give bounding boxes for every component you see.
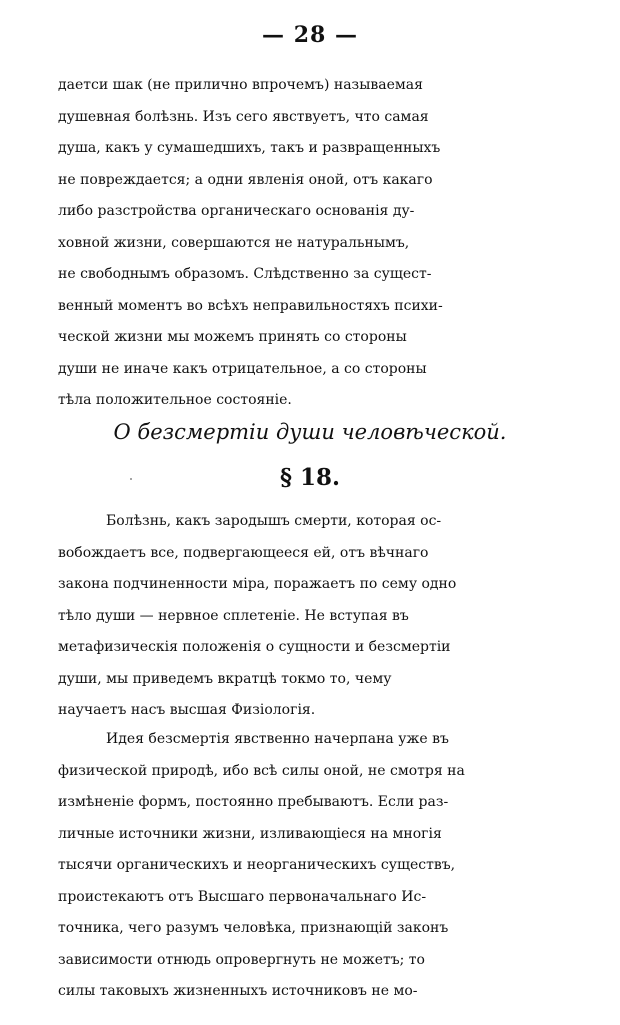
text-line: даетси шак (не прилично впрочемъ) называемая: [58, 77, 423, 93]
text-line: Идея безсмертія явственно начерпана уже въ: [106, 731, 449, 747]
text-line: измѣненіе формъ, постоянно пребываютъ. Если раз-: [58, 794, 449, 810]
section-mark: § 18.: [279, 464, 341, 491]
text-line: тѣло души — нервное сплетеніе. Не вступая въ: [58, 607, 409, 624]
text-line: венный моментъ во всѣхъ неправильностяхъ психи-: [58, 297, 443, 314]
text-line: душевная болѣзнь. Изъ сего явствуетъ, что самая: [58, 108, 429, 125]
text-line: Болѣзнь, какъ зародышъ смерти, которая ос-: [106, 513, 442, 529]
text-line: силы таковыхъ жизненныхъ источниковъ не мо-: [58, 983, 418, 999]
paragraph-1: [58, 70, 620, 417]
text-line: не свободнымъ образомъ. Слѣдственно за сущест-: [58, 266, 432, 282]
text-line: личные источники жизни, изливающіеся на многія: [58, 825, 442, 842]
text-line: ческой жизни мы можемъ принять со стороны: [58, 329, 407, 345]
text-line: душа, какъ у сумашедшихъ, такъ и развращенныхъ: [58, 140, 441, 156]
text-line: точника, чего разумъ человѣка, признающій законъ: [58, 920, 449, 936]
print-speck: [130, 478, 132, 480]
text-line: души, мы приведемъ вкратцѣ токмо то, чему: [58, 670, 392, 687]
text-line: не повреждается; а одни явленія оной, отъ какаго: [58, 171, 433, 188]
text-line: ховной жизни, совершаются не натуральнымъ,: [58, 234, 410, 251]
page-number: — 28 —: [262, 22, 358, 48]
paragraph-2: [58, 506, 620, 727]
paragraph-3: [58, 724, 620, 1008]
text-line: либо разстройства органическаго основанія ду-: [58, 203, 415, 219]
text-line: тысячи органическихъ и неорганическихъ существъ,: [58, 857, 456, 873]
text-line: научаетъ насъ высшая Физіологія.: [58, 702, 316, 718]
text-line: тѣла положительное состояніе.: [58, 392, 292, 408]
text-line: закона подчиненности міра, поражаетъ по сему одно: [58, 576, 457, 592]
text-line: проистекаютъ отъ Высшаго первоначальнаго Ис-: [58, 888, 427, 905]
text-line: метафизическія положенія о сущности и безсмертіи: [58, 639, 451, 655]
section-heading: О безсмертіи души человѣческой.: [113, 420, 507, 444]
text-line: вобождаетъ все, подвергающееся ей, отъ вѣчнаго: [58, 544, 429, 561]
text-line: души не иначе какъ отрицательное, а со стороны: [58, 360, 427, 377]
text-line: зависимости отнюдь опровергнуть не можетъ; то: [58, 951, 425, 968]
text-line: физической природѣ, ибо всѣ силы оной, не смотря на: [58, 762, 465, 779]
